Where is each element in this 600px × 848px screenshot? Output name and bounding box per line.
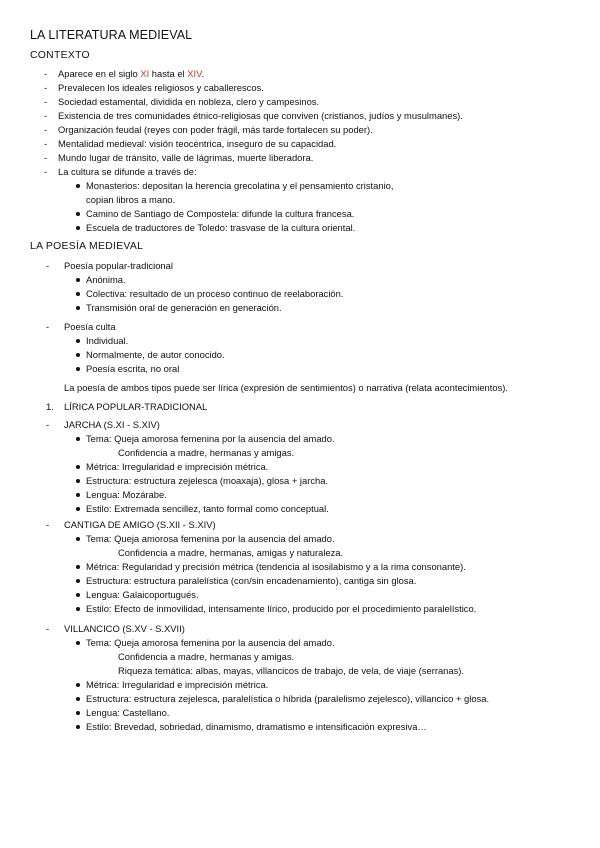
bullet-dot <box>76 593 80 597</box>
bullet-dot <box>76 226 80 230</box>
dash-bullet: - <box>44 166 48 177</box>
bullet-dot <box>76 579 80 583</box>
dash-bullet: - <box>44 138 48 149</box>
section-number: 1. <box>46 401 54 412</box>
genre-title-cantiga: CANTIGA DE AMIGO (S.XII - S.XIV) <box>64 519 216 530</box>
sub-list-item: Escuela de traductores de Toledo: trasvase de la cultura oriental. <box>86 222 356 233</box>
bullet-dot <box>76 278 80 282</box>
list-item: Aparece en el siglo XI hasta el XIV. <box>58 68 205 79</box>
page-title: LA LITERATURA MEDIEVAL <box>30 28 193 42</box>
sub-list-item: Estructura: estructura zejelesca, paralelística o híbrida (paralelismo zejelesco), villancico + glosa. <box>86 693 490 704</box>
sub-list-item: Estructura: estructura paralelística (con/sin encadenamiento), cantiga sin glosa. <box>86 575 417 586</box>
sub-list-item: Métrica: Irregularidad e imprecisión métrica. <box>86 679 269 690</box>
list-item: Organización feudal (reyes con poder frágil, más tarde fortalecen su poder). <box>58 124 373 135</box>
bullet-dot <box>76 493 80 497</box>
bullet-dot <box>76 697 80 701</box>
sub-list-item: Transmisión oral de generación en generación. <box>86 302 282 313</box>
dash-bullet: - <box>46 321 50 332</box>
list-item: Prevalecen los ideales religiosos y caballerescos. <box>58 82 264 93</box>
bullet-dot <box>76 353 80 357</box>
list-item: Sociedad estamental, dividida en nobleza, clero y campesinos. <box>58 96 320 107</box>
dash-bullet: - <box>46 519 50 530</box>
section-heading-contexto: CONTEXTO <box>30 50 90 61</box>
sub-list-item: Individual. <box>86 335 129 346</box>
category-label: Poesía culta <box>64 321 116 332</box>
bullet-dot <box>76 683 80 687</box>
bullet-dot <box>76 339 80 343</box>
sub-list-item: Anónima. <box>86 274 126 285</box>
list-item: Mentalidad medieval: visión teocéntrica, inseguro de su capacidad. <box>58 138 337 149</box>
bullet-dot <box>76 292 80 296</box>
category-label: Poesía popular-tradicional <box>64 260 173 271</box>
sub-list-item: Estilo: Brevedad, sobriedad, dinamismo, dramatismo e intensificación expresiva… <box>86 721 427 732</box>
dash-bullet: - <box>44 110 48 121</box>
dash-bullet: - <box>44 152 48 163</box>
century-xiv: XIV <box>187 68 202 79</box>
sub-list-item: Lengua: Castellano. <box>86 707 170 718</box>
sub-list-item: Poesía escrita, no oral <box>86 363 180 374</box>
dash-bullet: - <box>46 623 50 634</box>
bullet-dot <box>76 306 80 310</box>
sub-list-item: Lengua: Galaicoportugués. <box>86 589 199 600</box>
dash-bullet: - <box>44 124 48 135</box>
sub-list-item: Tema: Queja amorosa femenina por la ausencia del amado. <box>86 533 335 544</box>
list-item: Mundo lugar de tránsito, valle de lágrimas, muerte liberadora. <box>58 152 314 163</box>
dash-bullet: - <box>44 96 48 107</box>
note-paragraph: La poesía de ambos tipos puede ser lírica (expresión de sentimientos) o narrativa (relata acontecimientos). <box>64 382 508 393</box>
bullet-dot <box>76 537 80 541</box>
section-title-lirica: LÍRICA POPULAR-TRADICIONAL <box>64 401 208 412</box>
sub-list-item-continuation: Confidencia a madre, hermanas y amigas. <box>118 651 295 662</box>
sub-list-item: Tema: Queja amorosa femenina por la ausencia del amado. <box>86 637 335 648</box>
sub-list-item: Métrica: Regularidad y precisión métrica (tendencia al isosilabismo y a la rima consonante). <box>86 561 466 572</box>
bullet-dot <box>76 607 80 611</box>
bullet-dot <box>76 565 80 569</box>
bullet-dot <box>76 725 80 729</box>
sub-list-item: Estilo: Efecto de inmovilidad, intensamente lírico, producido por el procedimiento paralelístico. <box>86 603 477 614</box>
sub-list-item-continuation: copian libros a mano. <box>86 194 176 205</box>
list-item: Existencia de tres comunidades étnico-religiosas que conviven (cristianos, judíos y musulmanes). <box>58 110 463 121</box>
dash-bullet: - <box>46 419 50 430</box>
bullet-dot <box>76 437 80 441</box>
bullet-dot <box>76 212 80 216</box>
bullet-dot <box>76 507 80 511</box>
bullet-dot <box>76 479 80 483</box>
dash-bullet: - <box>44 68 48 79</box>
dash-bullet: - <box>44 82 48 93</box>
bullet-dot <box>76 184 80 188</box>
sub-list-item: Normalmente, de autor conocido. <box>86 349 225 360</box>
dash-bullet: - <box>46 260 50 271</box>
sub-list-item: Estilo: Extremada sencillez, tanto formal como conceptual. <box>86 503 329 514</box>
sub-list-item: Tema: Queja amorosa femenina por la ausencia del amado. <box>86 433 335 444</box>
sub-list-item-continuation: Confidencia a madre, hermanas, amigas y naturaleza. <box>118 547 344 558</box>
list-item: La cultura se difunde a través de: <box>58 166 197 177</box>
bullet-dot <box>76 641 80 645</box>
genre-title-villancico: VILLANCICO (S.XV - S.XVII) <box>64 623 185 634</box>
genre-title-jarcha: JARCHA (S.XI - S.XIV) <box>64 419 160 430</box>
bullet-dot <box>76 465 80 469</box>
sub-list-item-continuation: Confidencia a madre, hermanas y amigas. <box>118 447 295 458</box>
sub-list-item: Estructura: estructura zejelesca (moaxaja), glosa + jarcha. <box>86 475 329 486</box>
sub-list-item: Métrica: Irregularidad e imprecisión métrica. <box>86 461 269 472</box>
sub-list-item: Lengua: Mozárabe. <box>86 489 167 500</box>
sub-list-item-continuation: Riqueza temática: albas, mayas, villancicos de trabajo, de vela, de viaje (serranas). <box>118 665 465 676</box>
sub-list-item: Camino de Santiago de Compostela: difunde la cultura francesa. <box>86 208 355 219</box>
bullet-dot <box>76 711 80 715</box>
century-xi: XI <box>140 68 150 79</box>
sub-list-item: Monasterios: depositan la herencia grecolatina y el pensamiento cristanio, <box>86 180 394 191</box>
section-heading-poesia: LA POESÍA MEDIEVAL <box>30 241 144 252</box>
bullet-dot <box>76 367 80 371</box>
sub-list-item: Colectiva: resultado de un proceso continuo de reelaboración. <box>86 288 344 299</box>
